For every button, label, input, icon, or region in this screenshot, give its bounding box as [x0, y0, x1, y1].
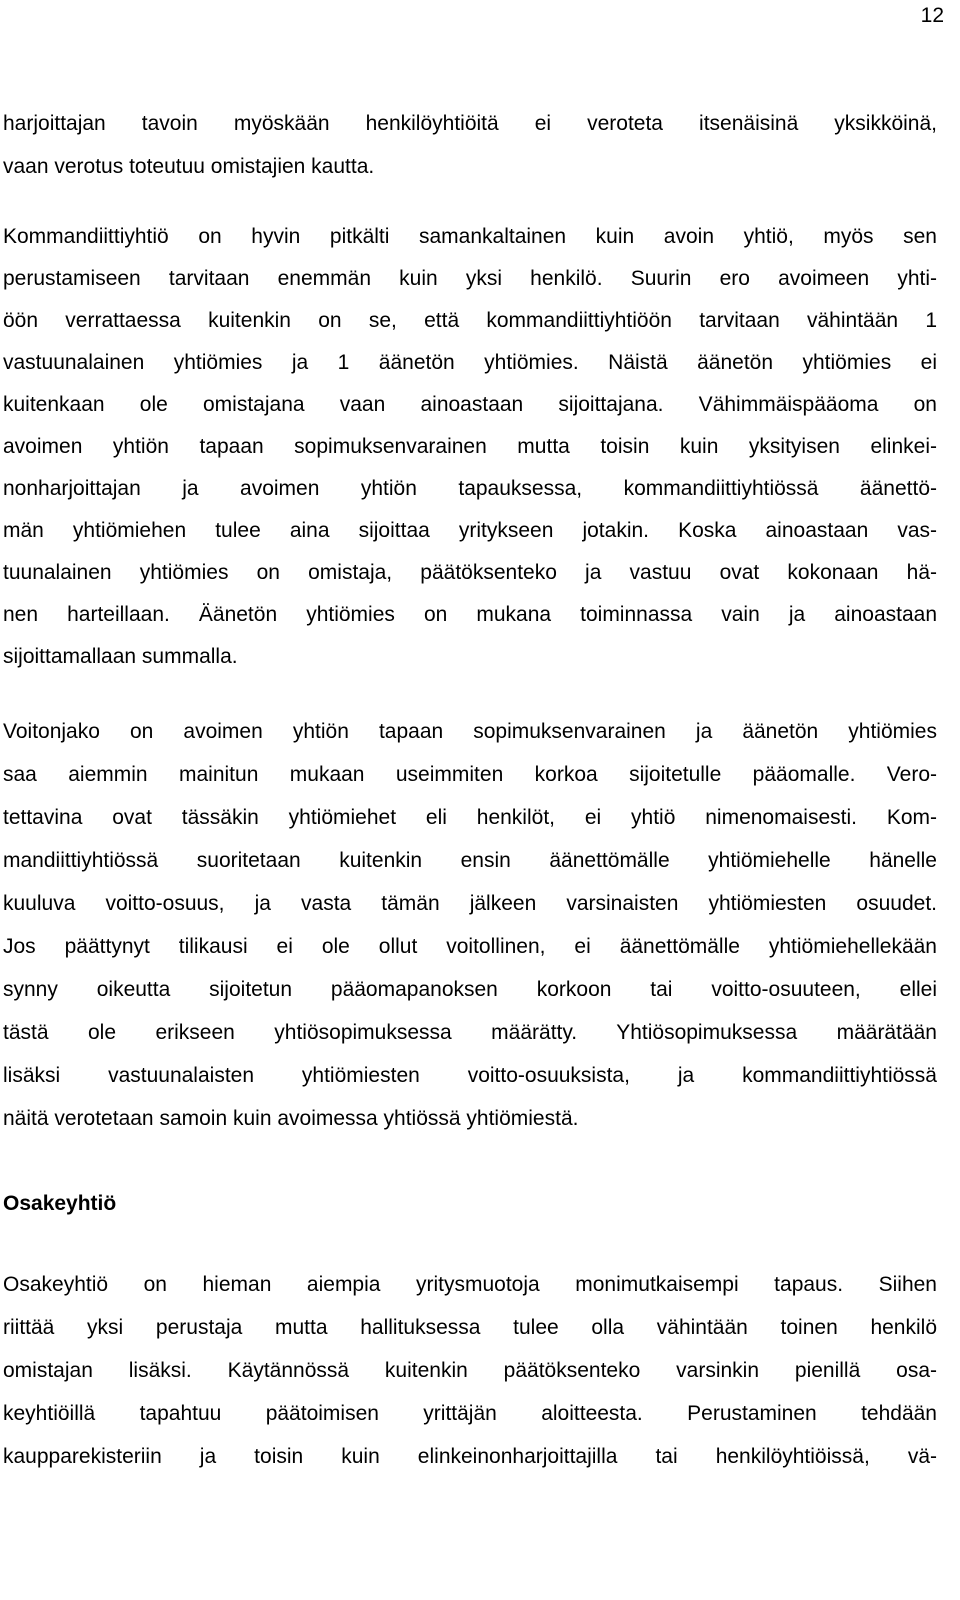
paragraph-line: harjoittajan tavoin myöskään henkilöyhtiöitä ei veroteta itsenäisinä yksikköinä, — [3, 112, 937, 135]
paragraph-line: Osakeyhtiö on hieman aiempia yritysmuotoja monimutkaisempi tapaus. Siihen — [3, 1273, 937, 1296]
paragraph-line: tuunalainen yhtiömies on omistaja, päätöksenteko ja vastuu ovat kokonaan hä- — [3, 561, 937, 584]
paragraph-line: keyhtiöillä tapahtuu päätoimisen yrittäjän aloitteesta. Perustaminen tehdään — [3, 1402, 937, 1425]
paragraph-line: vaan verotus toteutuu omistajien kautta. — [3, 155, 375, 178]
paragraph-line: tästä ole erikseen yhtiösopimuksessa määrätty. Yhtiösopimuksessa määrätään — [3, 1021, 937, 1044]
paragraph-line: riittää yksi perustaja mutta hallituksessa tulee olla vähintään toinen henkilö — [3, 1316, 937, 1339]
paragraph-line: saa aiemmin mainitun mukaan useimmiten korkoa sijoitetulle pääomalle. Vero- — [3, 763, 937, 786]
paragraph-line: kuuluva voitto-osuus, ja vasta tämän jälkeen varsinaisten yhtiömiesten osuudet. — [3, 892, 937, 915]
page-number: 12 — [920, 4, 944, 27]
paragraph-line: tettavina ovat tässäkin yhtiömiehet eli henkilöt, ei yhtiö nimenomaisesti. Kom- — [3, 806, 937, 829]
paragraph-line: kuitenkaan ole omistajana vaan ainoastaan sijoittajana. Vähimmäispääoma on — [3, 393, 937, 416]
paragraph-line: nonharjoittajan ja avoimen yhtiön tapauksessa, kommandiittiyhtiössä äänettö- — [3, 477, 937, 500]
section-heading: Osakeyhtiö — [3, 1192, 117, 1215]
paragraph-line: kaupparekisteriin ja toisin kuin elinkeinonharjoittajilla tai henkilöyhtiöissä, vä- — [3, 1445, 937, 1468]
paragraph-line: vastuunalainen yhtiömies ja 1 äänetön yhtiömies. Näistä äänetön yhtiömies ei — [3, 351, 937, 374]
paragraph-line: synny oikeutta sijoitetun pääomapanoksen korkoon tai voitto-osuuteen, ellei — [3, 978, 937, 1001]
paragraph-line: Kommandiittiyhtiö on hyvin pitkälti samankaltainen kuin avoin yhtiö, myös sen — [3, 225, 937, 248]
paragraph-line: mandiittiyhtiössä suoritetaan kuitenkin ensin äänettömälle yhtiömiehelle hänelle — [3, 849, 937, 872]
paragraph-line: sijoittamallaan summalla. — [3, 645, 238, 668]
paragraph-line: avoimen yhtiön tapaan sopimuksenvarainen mutta toisin kuin yksityisen elinkei- — [3, 435, 937, 458]
paragraph-line: Voitonjako on avoimen yhtiön tapaan sopimuksenvarainen ja äänetön yhtiömies — [3, 720, 937, 743]
paragraph-line: nen harteillaan. Äänetön yhtiömies on mukana toiminnassa vain ja ainoastaan — [3, 603, 937, 626]
paragraph-line: omistajan lisäksi. Käytännössä kuitenkin päätöksenteko varsinkin pienillä osa- — [3, 1359, 937, 1382]
paragraph-line: Jos päättynyt tilikausi ei ole ollut voitollinen, ei äänettömälle yhtiömiehellekään — [3, 935, 937, 958]
paragraph-line: perustamiseen tarvitaan enemmän kuin yksi henkilö. Suurin ero avoimeen yhti- — [3, 267, 937, 290]
paragraph-line: näitä verotetaan samoin kuin avoimessa yhtiössä yhtiömiestä. — [3, 1107, 579, 1130]
paragraph-line: öön verrattaessa kuitenkin on se, että kommandiittiyhtiöön tarvitaan vähintään 1 — [3, 309, 937, 332]
paragraph-line: lisäksi vastuunalaisten yhtiömiesten voitto-osuuksista, ja kommandiittiyhtiössä — [3, 1064, 937, 1087]
paragraph-line: män yhtiömiehen tulee aina sijoittaa yritykseen jotakin. Koska ainoastaan vas- — [3, 519, 937, 542]
